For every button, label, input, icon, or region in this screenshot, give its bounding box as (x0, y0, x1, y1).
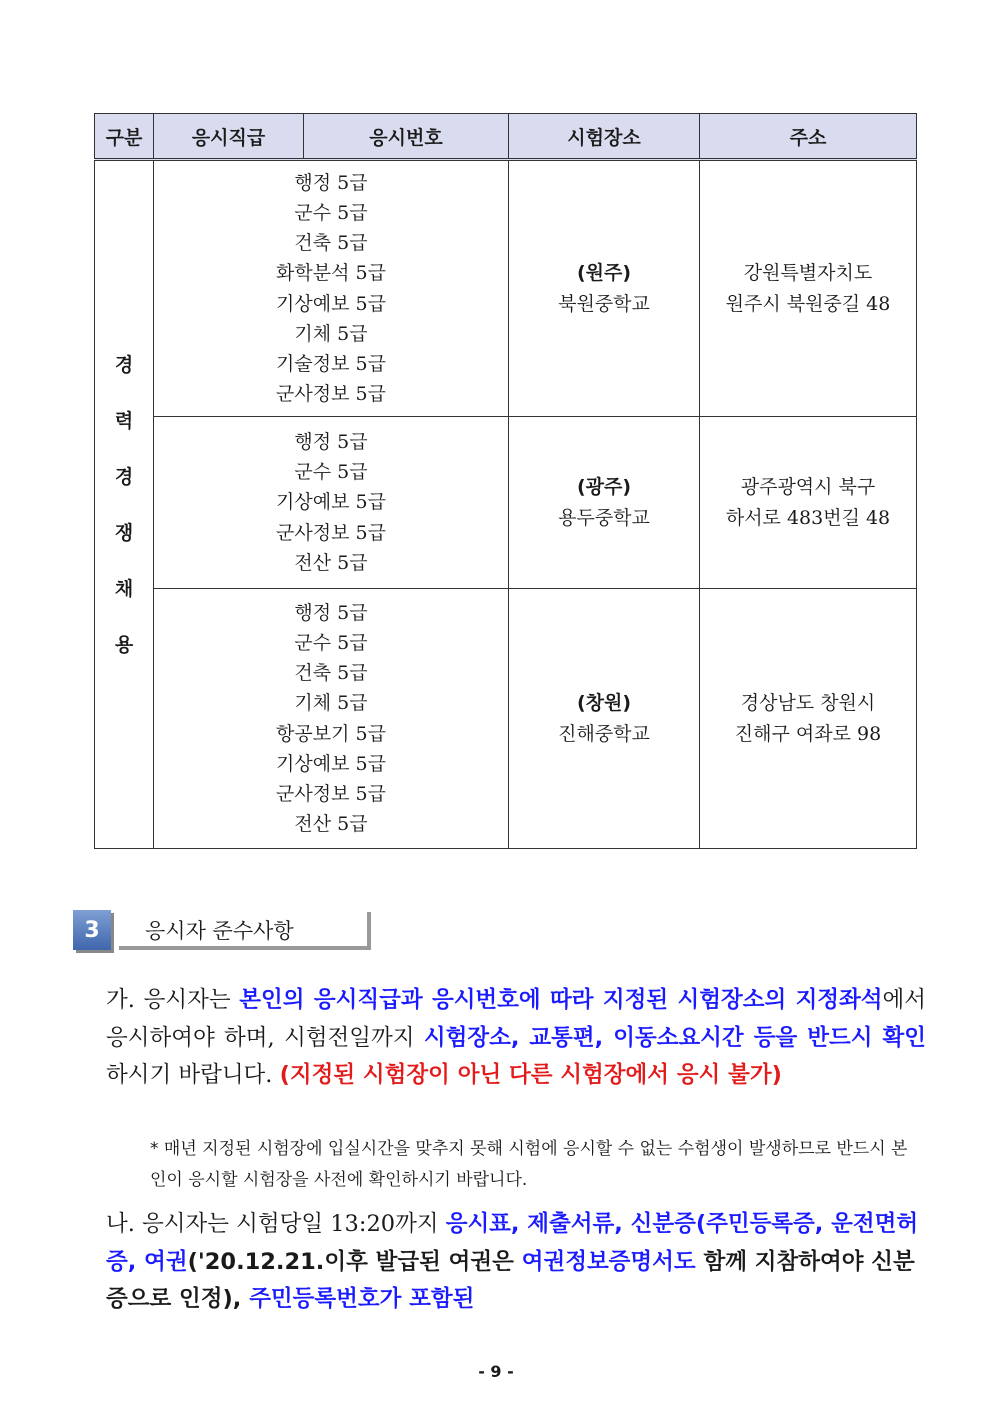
grade-item: 화학분석 5급 (276, 262, 386, 285)
paragraph-text: 에서 응시하여야 하며, 시험전일까지 (106, 987, 926, 1051)
grade-item: 항공보기 5급 (276, 722, 386, 745)
address-line: 경상남도 창원시 (740, 692, 876, 715)
grade-item: 건축 5급 (294, 232, 368, 255)
paragraph-text: 하시기 바랍니다. (106, 1062, 280, 1088)
table-row (95, 589, 917, 849)
grade-item: 건축 5급 (294, 662, 368, 685)
paragraph-na-body (106, 1206, 926, 1319)
exam-venue-table (94, 113, 917, 849)
category-char: 경 (114, 465, 134, 488)
category-cell (95, 160, 154, 849)
emphasis-blue: 여권정보증명서도 (521, 1248, 696, 1275)
address-line: 진해구 여좌로 98 (734, 722, 882, 745)
paragraph-text-bold: ('20.12.21.이후 발급된 여권은 (187, 1248, 522, 1275)
paragraph-marker: 가. (106, 987, 135, 1013)
address-line: 강원특별자치도 (743, 262, 873, 285)
grade-item: 기술정보 5급 (276, 352, 386, 375)
category-char: 채 (114, 577, 134, 600)
venue-school: 용두중학교 (558, 506, 650, 529)
venue-cell (509, 589, 700, 849)
grade-item: 기상예보 5급 (276, 491, 386, 514)
emphasis-blue: 시험장소, 교통편, 이동소요시간 등을 반드시 확인 (423, 1024, 926, 1051)
venue-cell (509, 417, 700, 589)
grade-item: 군사정보 5급 (276, 782, 386, 805)
venue-region: (원주) (576, 262, 632, 285)
header-grade: 응시직급 (154, 114, 304, 160)
grade-item: 군사정보 5급 (276, 521, 386, 544)
table-row (95, 160, 917, 417)
venue-school: 북원중학교 (558, 292, 650, 315)
paragraph-text: 응시자는 (143, 987, 240, 1013)
grade-item: 군수 5급 (294, 201, 368, 224)
grade-item: 기상예보 5급 (276, 752, 386, 775)
grade-item: 행정 5급 (294, 601, 368, 624)
section-number-badge: 3 (73, 910, 111, 950)
address-line: 원주시 북원중길 48 (725, 292, 891, 315)
grade-item: 행정 5급 (294, 430, 368, 453)
paragraph-na (106, 1206, 926, 1319)
page-number: - 9 - (478, 1362, 514, 1381)
grade-item: 군사정보 5급 (276, 383, 386, 406)
section-title: 응시자 준수사항 (119, 912, 371, 950)
grade-item: 군수 5급 (294, 461, 368, 484)
header-category: 구분 (95, 114, 154, 160)
grades-cell (154, 160, 509, 417)
emphasis-blue: 본인의 응시직급과 응시번호에 따라 지정된 시험장소의 지정좌석 (239, 987, 883, 1013)
emphasis-blue: 응시표, 제출서류, 신분증(주민등록증, 운전면허증, 여권 (106, 1211, 919, 1275)
category-char: 용 (114, 633, 134, 656)
venue-region: (광주) (576, 476, 632, 499)
grade-item: 기상예보 5급 (276, 292, 386, 315)
venue-region: (창원) (576, 692, 632, 715)
address-cell (700, 417, 917, 589)
grade-item: 군수 5급 (294, 631, 368, 654)
grades-cell (154, 589, 509, 849)
paragraph-ga-body (106, 982, 926, 1095)
venue-school: 진해중학교 (558, 722, 650, 745)
address-cell (700, 589, 917, 849)
emphasis-red: (지정된 시험장이 아닌 다른 시험장에서 응시 불가) (279, 1062, 782, 1088)
header-venue: 시험장소 (509, 114, 700, 160)
grades-cell (154, 417, 509, 589)
header-address: 주소 (700, 114, 917, 160)
grade-item: 기체 5급 (294, 692, 368, 715)
header-exam-number: 응시번호 (304, 114, 509, 160)
grade-item: 전산 5급 (294, 551, 368, 574)
grade-item: 전산 5급 (294, 813, 368, 836)
table-header-row (95, 114, 917, 160)
paragraph-text-bold: 함께 지참하여야 신분증으로 인정), (106, 1248, 915, 1312)
emphasis-blue: 주민등록번호가 포함된 (249, 1286, 475, 1312)
paragraph-ga (106, 982, 926, 1095)
table-row (95, 417, 917, 589)
grade-item: 기체 5급 (294, 322, 368, 345)
address-cell (700, 160, 917, 417)
address-line: 광주광역시 북구 (740, 476, 876, 499)
note-star: * (150, 1139, 159, 1159)
note-text: 매년 지정된 시험장에 입실시간을 맞추지 못해 시험에 응시할 수 없는 수험생이 발생하므로 반드시 본인이 응시할 시험장을 사전에 확인하시기 바랍니다. (150, 1139, 908, 1190)
paragraph-text: 응시자는 시험당일 13:20까지 (142, 1211, 446, 1237)
grade-item: 행정 5급 (294, 171, 368, 194)
category-char: 경 (114, 353, 134, 376)
paragraph-marker: 나. (106, 1211, 135, 1237)
venue-cell (509, 160, 700, 417)
category-char: 쟁 (114, 521, 134, 544)
address-line: 하서로 483번길 48 (725, 506, 891, 529)
note (150, 1134, 920, 1196)
category-char: 력 (114, 409, 134, 432)
section-heading (73, 910, 383, 960)
